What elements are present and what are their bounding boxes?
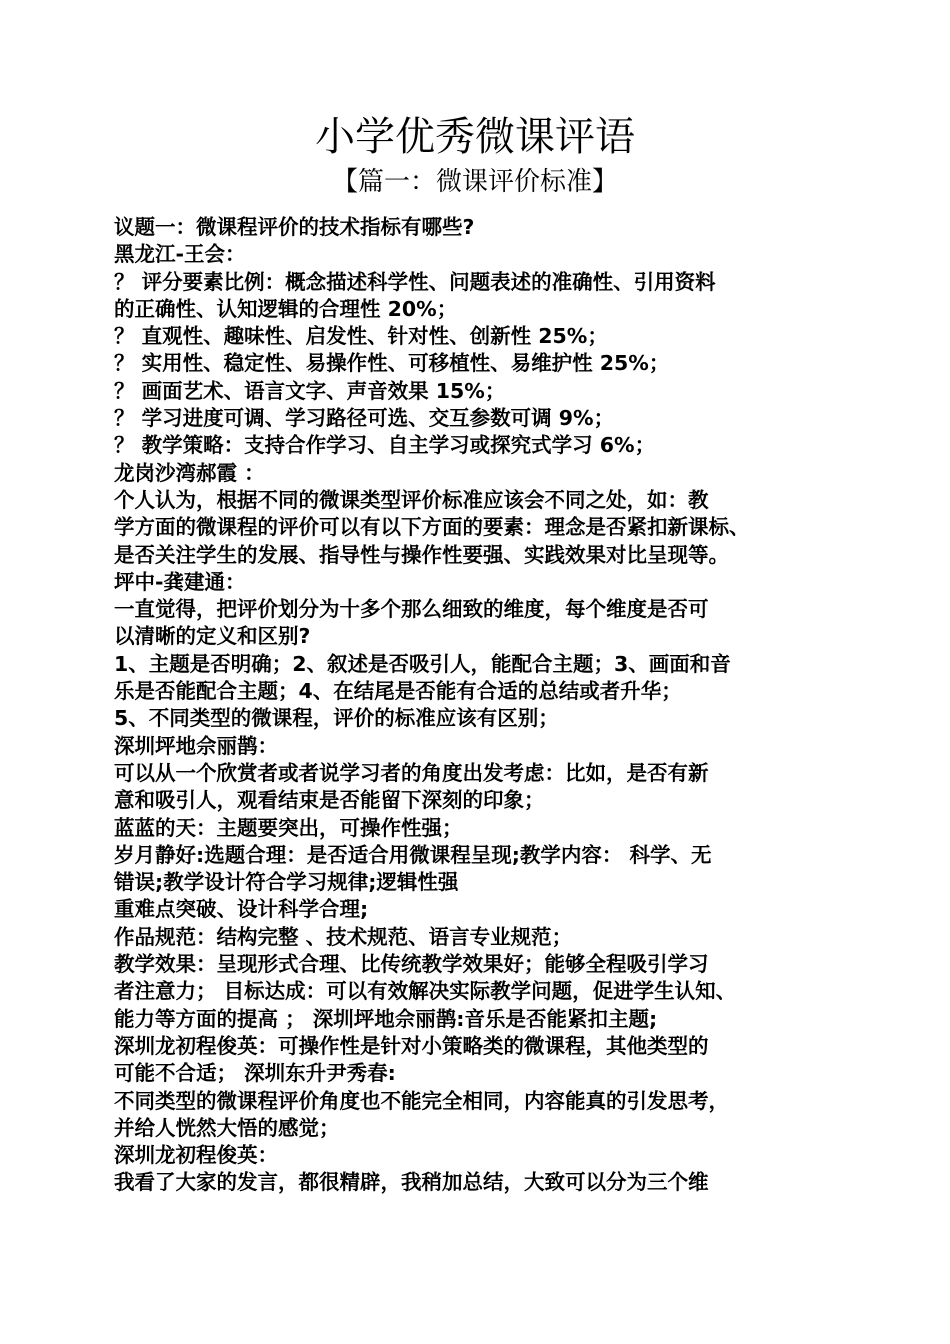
body-line: 一直觉得，把评价划分为十多个那么细致的维度，每个维度是否可 [114, 597, 709, 622]
body-line: 错误;教学设计符合学习规律;逻辑性强 [114, 870, 459, 895]
body-line: 重难点突破、设计科学合理; [114, 897, 369, 922]
body-line: 1、主题是否明确；2、叙述是否吸引人，能配合主题；3、画面和音 [114, 651, 731, 676]
body-line: 深圳坪地佘丽鹊： [114, 733, 278, 758]
body-line: ？ 直观性、趣味性、启发性、针对性、创新性 25%； [114, 324, 608, 349]
document-title: 小学优秀微课评语 [315, 114, 635, 160]
body-line: 可以从一个欣赏者或者说学习者的角度出发考虑：比如，是否有新 [114, 760, 709, 785]
body-line: 是否关注学生的发展、指导性与操作性要强、实践效果对比呈现等。 [114, 542, 729, 567]
body-line: 乐是否能配合主题；4、在结尾是否能有合适的总结或者升华； [114, 679, 682, 704]
body-line: 个人认为，根据不同的微课类型评价标准应该会不同之处，如：教 [114, 487, 709, 512]
body-line: 能力等方面的提高 ； 深圳坪地佘丽鹊:音乐是否能紧扣主题; [114, 1006, 658, 1031]
body-line: 龙岗沙湾郝霞 ： [114, 460, 265, 485]
body-line: 以清晰的定义和区别? [114, 624, 311, 649]
body-line: ？ 实用性、稳定性、易操作性、可移植性、易维护性 25%； [114, 351, 670, 376]
body-line: 我看了大家的发言，都很精辟，我稍加总结，大致可以分为三个维 [114, 1170, 709, 1195]
body-line: ？ 学习进度可调、学习路径可选、交互参数可调 9%； [114, 406, 615, 431]
document-body [114, 214, 836, 1197]
body-line: 坪中-龚建通： [114, 569, 246, 594]
body-line: 教学效果：呈现形式合理、比传统教学效果好；能够全程吸引学习 [114, 952, 709, 977]
body-line: 岁月静好:选题合理：是否适合用微课程呈现;教学内容： 科学、无 [114, 842, 712, 867]
body-line: ？ 评分要素比例：概念描述科学性、问题表述的准确性、引用资料 [114, 269, 716, 294]
body-line: 深圳龙初程俊英：可操作性是针对小策略类的微课程，其他类型的 [114, 1033, 709, 1058]
body-line: 深圳龙初程俊英： [114, 1143, 278, 1168]
body-line: 学方面的微课程的评价可以有以下方面的要素：理念是否紧扣新课标、 [114, 515, 750, 540]
body-line: 作品规范：结构完整 、技术规范、语言专业规范； [114, 924, 573, 949]
body-line: 意和吸引人，观看结束是否能留下深刻的印象； [114, 788, 545, 813]
body-line: ？ 画面艺术、语言文字、声音效果 15%； [114, 378, 506, 403]
body-line: ？ 教学策略：支持合作学习、自主学习或探究式学习 6%； [114, 433, 656, 458]
body-line: 可能不合适； 深圳东升尹秀春: [114, 1061, 396, 1086]
body-line: 不同类型的微课程评价角度也不能完全相同，内容能真的引发思考， [114, 1088, 729, 1113]
body-line: 蓝蓝的天：主题要突出，可操作性强； [114, 815, 463, 840]
body-line: 黑龙江-王会： [114, 242, 246, 267]
body-line: 者注意力； 目标达成：可以有效解决实际教学问题，促进学生认知、 [114, 979, 737, 1004]
document-subtitle: 【篇一：微课评价标准】 [331, 167, 618, 197]
body-line: 并给人恍然大悟的感觉； [114, 1115, 340, 1140]
body-line: 5、不同类型的微课程，评价的标准应该有区别； [114, 706, 559, 731]
body-line: 的正确性、认知逻辑的合理性 20%； [114, 296, 458, 321]
body-line: 议题一：微课程评价的技术指标有哪些? [114, 215, 475, 239]
